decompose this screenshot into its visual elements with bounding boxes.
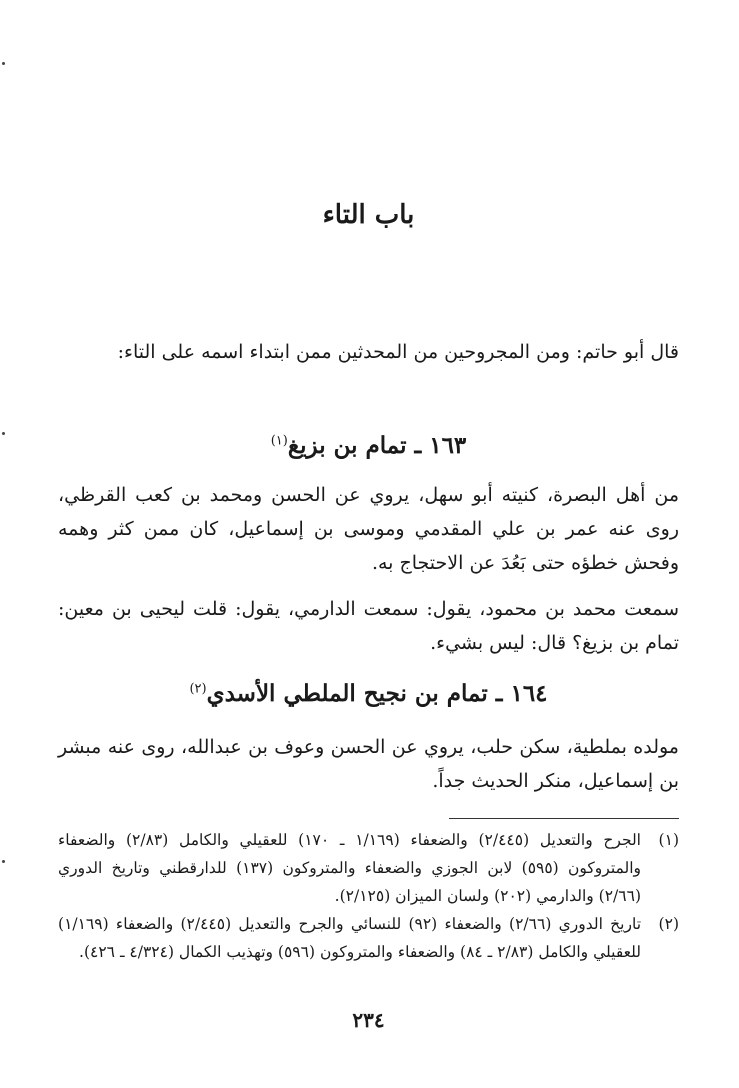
- entry-title: [58, 680, 679, 707]
- entry-title: [58, 432, 679, 459]
- margin-mark: [2, 432, 5, 435]
- intro-paragraph: قال أبو حاتم: ومن المجروحين من المحدثين ممن ابتداء اسمه على التاء:: [117, 341, 679, 363]
- footnote-item: [58, 826, 679, 910]
- footnote-ref[interactable]: (٢): [189, 681, 207, 697]
- margin-mark: [2, 62, 5, 65]
- footnote-text: الجرح والتعديل (٢/٤٤٥) والضعفاء (١/١٦٩ ـ ١٧٠) للعقيلي والكامل (٢/٨٣) والضعفاء والمتروكون (٥٩٥) لابن الجوزي والضعفاء والمتروكون (١٣٧) للدارقطني وتاريخ الدوري (٢/٦٦) والدارمي (٢٠٢) ولسان الميزان (٢/١٢٥).: [58, 831, 642, 905]
- entry-title-text: ١٦٣ ـ تمام بن بزيغ: [287, 432, 467, 459]
- footnote-item: [58, 910, 679, 966]
- footnotes: [58, 826, 679, 966]
- footnote-divider: [449, 818, 679, 819]
- footnote-number: (٢): [658, 915, 679, 933]
- footnote-ref[interactable]: (١): [270, 433, 288, 449]
- footnote-text: تاريخ الدوري (٢/٦٦) والضعفاء (٩٢) للنسائي والجرح والتعديل (٢/٤٤٥) والضعفاء (١/١٦٩) للعقيلي والكامل (٢/٨٣ ـ ٨٤) والضعفاء والمتروكون (٥٩٦) وتهذيب الكمال (٤/٣٢٤ ـ ٤٢٦).: [58, 915, 642, 961]
- entry-title-text: ١٦٤ ـ تمام بن نجيح الملطي الأسدي: [206, 680, 548, 707]
- entry-paragraph: سمعت محمد بن محمود، يقول: سمعت الدارمي، يقول: قلت ليحيى بن معين: تمام بن بزيغ؟ قال: ليس بشيء.: [58, 598, 679, 654]
- margin-mark: [2, 860, 5, 863]
- chapter-title: باب التاء: [322, 200, 415, 230]
- book-page: [58, 0, 679, 1088]
- footnote-number: (١): [658, 831, 679, 849]
- entry-paragraph: مولده بملطية، سكن حلب، يروي عن الحسن وعوف بن عبدالله، روى عنه مبشر بن إسماعيل، منكر الحديث جداً.: [58, 736, 679, 792]
- page-number: ٢٣٤: [352, 1008, 385, 1032]
- entry-paragraph: من أهل البصرة، كنيته أبو سهل، يروي عن الحسن ومحمد بن كعب القرظي، روى عنه عمر بن علي المقدمي وموسى بن إسماعيل، كان ممن كثر وهمه وفحش خطؤه حتى بَعُدَ عن الاحتجاج به.: [58, 484, 679, 574]
